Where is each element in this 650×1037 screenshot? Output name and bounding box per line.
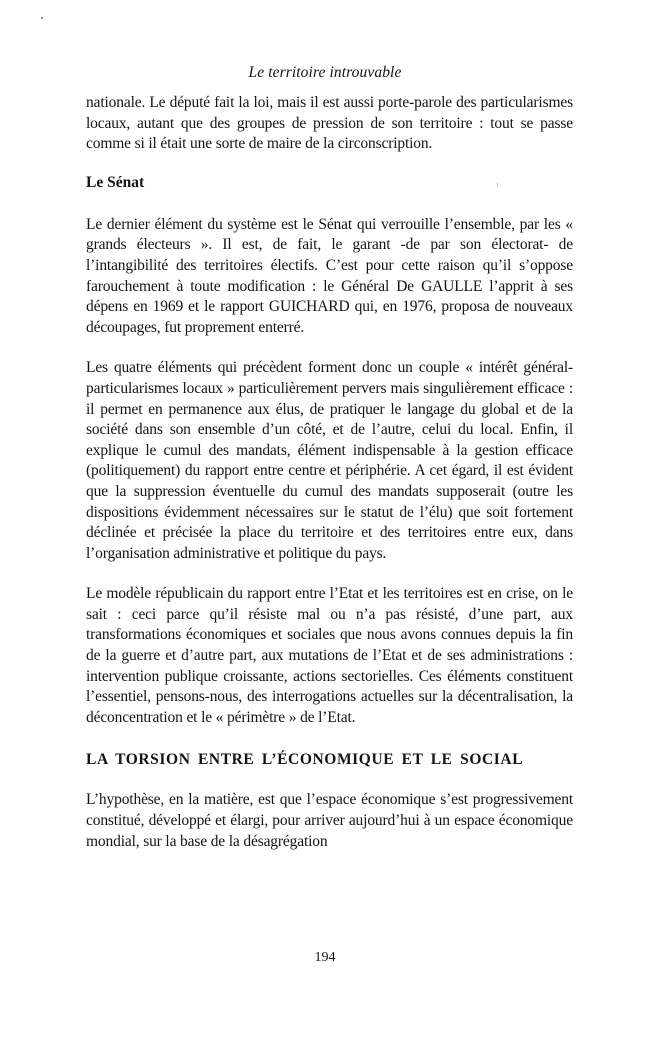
paragraph-2: Le dernier élément du système est le Sénat qui verrouille l’ensemble, par les « grands électeurs ». Il est, de fait, le garant -de par son électorat- de l’intangibilité des territoires électifs. C’est pour cette raison qu’il s’oppose farouchement à toute modification : le Général De GAULLE l’apprit à ses dépens en 1969 et le rapport GUICHARD qui, en 1976, proposa de nouveaux découpages, fut proprement enterré. xyxy=(86,215,573,336)
page-body xyxy=(86,93,573,852)
section-heading-senat: Le Sénat xyxy=(86,173,145,191)
scan-dot xyxy=(41,17,43,19)
page-number: 194 xyxy=(314,950,336,965)
section-heading-torsion: LA TORSION ENTRE L’ÉCONOMIQUE ET LE SOCIAL xyxy=(86,751,524,769)
paragraph-3: Les quatre éléments qui précèdent forment donc un couple « intérêt général-particularismes locaux » particulièrement pervers mais singulièrement efficace : il permet en permanence aux élus, de pratiquer le langage du global et de la société dans son ensemble d’un côté, et de l’autre, celui du local. Enfin, il explique le cumul des mandats, élément indispensable à la gestion efficace (politiquement) du rapport entre centre et périphérie. A cet égard, il est évident que la suppression éventuelle du cumul des mandats supposerait (outre les dispositions évidemment nécessaires sur le statut de l’élu) que soit fortement déclinée et précisée la place du territoire et des territoires entre eux, dans l’organisation administrative et politique du pays. xyxy=(86,359,573,562)
running-title: Le territoire introuvable xyxy=(248,64,402,81)
paragraph-4: Le modèle républicain du rapport entre l’Etat et les territoires est en crise, on le sait : ceci parce qu’il résiste mal ou n’a pas résisté, d’une part, aux transformations économiques et sociales que nous avons connues depuis la fin de la guerre et d’autre part, aux mutations de l’Etat et de ses administrations : intervention publique croissante, actions sectorielles. Ces éléments constituent l’essentiel, pensons-nous, des interrogations actuelles sur la décentralisation, la déconcentration et le « périmètre » de l’Etat. xyxy=(86,585,573,726)
paragraph-1: nationale. Le député fait la loi, mais il est aussi porte-parole des particularismes locaux, autant que des groupes de pression de son territoire : tout se passe comme si il était une sorte de maire de la circonscription. xyxy=(86,94,573,153)
paragraph-5: L’hypothèse, en la matière, est que l’espace économique s’est progressivement constitué, développé et élargi, pour arriver aujourd’hui à un espace économique mondial, sur la base de la désagrégation xyxy=(86,791,573,850)
